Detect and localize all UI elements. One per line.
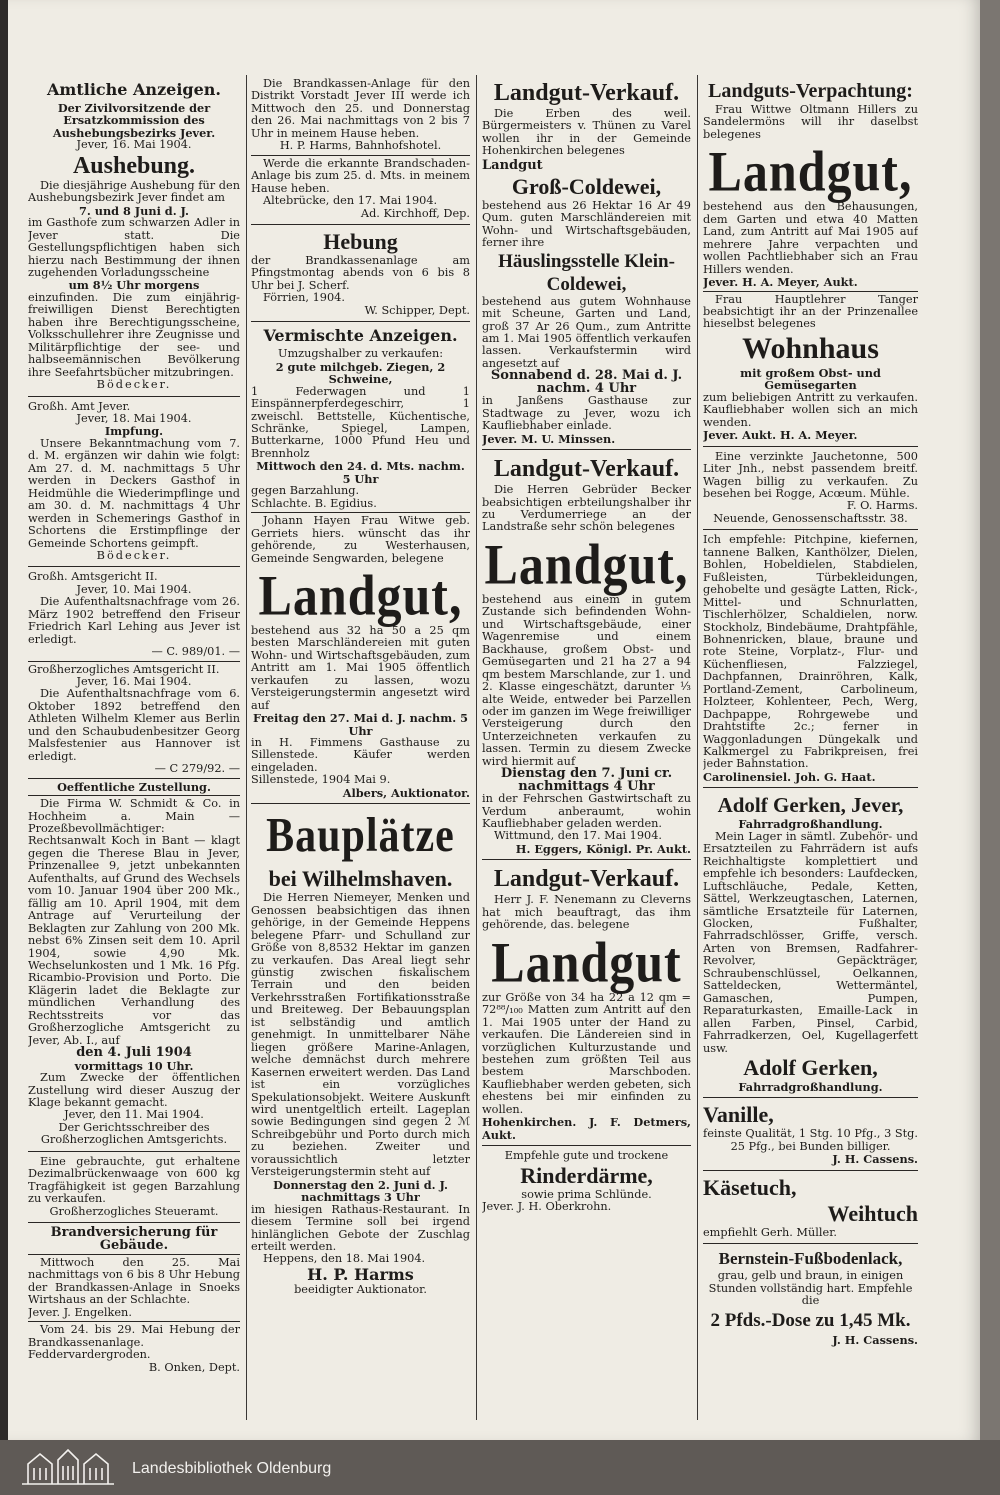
- ad-big-title: Landgut,: [708, 139, 913, 204]
- reference: — C 279/92. —: [154, 762, 240, 776]
- ad-text: in der Fehrschen Gastwirtschaft zu Verdum anberaumt, wohin Kaufliebhaber geladen werden.: [482, 792, 691, 831]
- signature: Der Gerichtsschreiber des Großherzoglichen Amtsgerichts.: [40, 1120, 228, 1147]
- notice-date: 7. und 8 Juni d. J.: [79, 203, 189, 218]
- ad-date: Freitag den 27. Mai d. J. nachm. 5 Uhr: [253, 711, 468, 738]
- signature: Jever. J. H. Oberkrohn.: [482, 1200, 612, 1214]
- column-1: [28, 78, 240, 1408]
- signature: H. Eggers, Königl. Pr. Aukt.: [515, 841, 691, 856]
- signature: W. Schipper, Dept.: [364, 303, 470, 317]
- ad-text: der Brandkassenanlage am Pfingstmontag abends von 6 bis 8 Uhr bei J. Scherf.: [251, 253, 470, 292]
- date: Jever, 10. Mai 1904.: [76, 582, 192, 596]
- signature: J. H. Cassens.: [832, 1332, 918, 1347]
- ad-title: Rinderdärme,: [520, 1162, 653, 1188]
- ad-text: Herr J. F. Nenemann zu Cleverns hat mich beauftragt, das ihm gehörende, das. belegene: [482, 893, 691, 932]
- ad-text: Eine verzinkte Jauchetonne, 500 Liter Jnh., nebst passendem breitf. Wagen billig zu verkaufen. Zu besehen bei Rogge, Acœum. Mühle.: [703, 449, 918, 500]
- signature: B. Onken, Dept.: [148, 1360, 240, 1374]
- notice-heading: Der Zivilvorsitzende der Ersatzkommission des Aushebungsbezirks Jever.: [52, 101, 216, 140]
- ad-date: Sonnabend d. 28. Mai d. J. nachm. 4 Uhr: [490, 368, 683, 396]
- page-edge: [980, 0, 1000, 1440]
- ad-title: Landguts-Verpachtung:: [708, 80, 913, 102]
- ad-text: Vom 24. bis 29. Mai Hebung der Brandkassenanlage. Feddervardergroden.: [28, 1323, 240, 1362]
- signature-role: beeidigter Auktionator.: [294, 1282, 427, 1296]
- signature: Bödecker.: [96, 548, 172, 562]
- ad-text: Werde die erkannte Brandschaden-Anlage bis zum 25. d. Mts. in meinem Hause heben.: [251, 156, 470, 195]
- ad-text: im hiesigen Rathaus-Restaurant. In diesem Termine soll bei irgend hinlänglichen Gebote der Zuschlag erteilt werden.: [251, 1202, 470, 1253]
- address: Neuende, Genossenschaftsstr. 38.: [713, 511, 908, 525]
- library-building-icon: [18, 1446, 118, 1488]
- notice-text: Die diesjährige Aushebung für den Aushebungsbezirk Jever findet am: [28, 178, 240, 205]
- date: Förrien, 1904.: [263, 291, 345, 305]
- ad-text: Die Herren Niemeyer, Menken und Genossen beabsichtigen das ihnen gehörige, in der Gemeinde Heppens belegene Pfarr- und Schulland zur Größe von 8,8532 Hektar im ganzen zu verkaufen. Das Areal liegt sehr günstig zwischen fiskalischem Terrain und den beiden Verkehrsstraßen Fortifikationsstraße und Breiteweg. Der Bebauungsplan ist selbständig und amtlich genehmigt. In unmittelbarer Nähe liegen größere Marine-Anlagen, welche demnächst durch mehrere Kasernen erweitert werden. Das Land ist ein vorzügliches Spekulationsobjekt. Weitere Auskunft wird unentgeltlich erteilt. Lageplan sowie Bedingungen sind gegen 2 ℳ Schreibgebühr und Porto durch mich zu beziehen. Zweiter und voraussichtlich letzter Versteigerungstermin steht auf: [251, 891, 470, 1179]
- ad-title: Landgut-Verkauf.: [493, 866, 680, 893]
- signature: Jever. H. A. Meyer, Aukt.: [703, 275, 858, 290]
- date: Sillenstede, 1904 Mai 9.: [251, 773, 391, 787]
- ad-price: 2 Pfds.-Dose zu 1,45 Mk.: [710, 1309, 911, 1331]
- ad-text: Ich empfehle: Pitchpine, kiefernen, tannene Balken, Kanthölzer, Dielen, Bohlen, Hobeldielen, Stabdielen, Fußleisten, Türbekleidungen, gehobelte und gesägte Latten, Rick-, Mittel- und Schnurlatten, Tischlerhölzer, Schaldielen, norw. Stockholz, Bindebäume, Drahtpfähle, Bohnenricken, blaue, braune und rote Steine, Vorplatz-, Flur- und Küchenfliesen, Falzziegel, Dachpfannen, Drainröhren, Kalk, Portland-Zement, Carbolineum, Holzteer, Kohlenteer, Pech, Werg, Dachpappe, Rohrgewebe und Drahtstifte 2c.; ferner in Waggonladungen Düngekalk und Kalkmergel zu Fabrikpreisen, frei jeder Bahnstation.: [703, 533, 918, 771]
- column-rule: [476, 75, 477, 1420]
- notice-text: Die Firma W. Schmidt & Co. in Hochheim a. Main — Prozeßbevollmächtiger: Rechtsanwalt Koch in Bant — klagt gegen die Therese Blau in Jever, Prinzenallee 9, jetzt unbekannten Aufenthalts, auf Grund des Wechsels vom 10. Januar 1904 über 200 Mk., fällig am 10. April 1904, mit dem Antrage auf Verurteilung der Beklagten zur Zahlung von 200 Mk. nebst 6% Zinsen seit dem 10. April 1904, sowie 4,90 Mk. Wechselunkosten und 1 Mk. 16 Pfg. Ricambio-Provision und Porto. Die Klägerin ladet die Beklagte zur mündlichen Verhandlung des Rechtsstreits vor das Großherzogliche Amtsgericht zu Jever, Ab. I., auf: [28, 797, 240, 1047]
- ad-text: zur Größe von 34 ha 22 a 12 qm = 72⁸⁸/₁₀₀ Matten zum Antritt auf den 1. Mai 1905 unter der Hand zu verkaufen. Die Ländereien sind in vorzüglichen Kulturzustande und bestehen zum größten Teil aus bestem Marschboden. Kaufliebhaber werden gebeten, sich ehestens bei mir einfinden zu wollen.: [482, 990, 691, 1116]
- ad-text: bestehend aus den Behausungen, dem Garten und etwa 40 Matten Land, zum Antritt auf Mai 1905 auf mehrere Jahre verpachten und wollen Pachtliebhaber sich an Frau Hillers wenden.: [703, 200, 918, 276]
- ad-text: sowie prima Schlünde.: [521, 1187, 652, 1201]
- ad-big-title: Bauplätze: [266, 809, 455, 863]
- library-name: Landesbibliothek Oldenburg: [132, 1460, 332, 1477]
- ad-big-title: Landgut,: [484, 531, 689, 597]
- office-name: Großherzogliches Amtsgericht II.: [28, 662, 220, 676]
- ad-text: bestehend aus einem in gutem Zustande sich befindenden Wohn- und Wirtschaftsgebäude, einer Wagenremise und einem Backhause, großem Obst- und Gemüsegarten und 21 ha 27 a 94 qm bestem Marschlande, zur 1. und 2. Klasse eingeschätzt, darunter ⅓ alte Weide, entweder bei Parzellen oder im ganzen im Wege freiwilliger Versteigerung durch den Unterzeichneten verkaufen zu lassen. Termin zu diesem Zwecke wird hiermit auf: [482, 592, 691, 768]
- column-2: [251, 78, 470, 1408]
- notice-text: einzufinden. Die zum einjährig-freiwilligen Dienst Berechtigten haben ihre Berechtigungsscheine, Volksschullehrer ihre Zeugnisse und Militärpflichtige der see- und halbseemännischen Bevölkerung ihre Seefahrtsbücher mitzubringen.: [28, 290, 240, 379]
- notice-text: im Gasthofe zum schwarzen Adler in Jever statt. Die Gestellungspflichtigen haben sich hierzu nach Bestimmung der ihnen zugehenden Vorladungsscheine: [28, 216, 240, 279]
- ad-text: feinste Qualität, 1 Stg. 10 Pfg., 3 Stg. 25 Pfg., bei Bunden billiger.: [703, 1127, 918, 1153]
- ad-text: in H. Fimmens Gasthause zu Sillenstede. Käufer werden eingeladen.: [251, 736, 470, 774]
- ad-text: Die Brandkassen-Anlage für den Distrikt Vorstadt Jever III werde ich Mittwoch den 25. und Donnerstag den 26. Mai nachmittags von 2 bis 7 Uhr in meinem Hause heben.: [251, 78, 470, 140]
- ad-text: Frau Wittwe Oltmann Hillers zu Sandelermöns will ihr daselbst belegenes: [703, 103, 918, 141]
- ad-title: Adolf Gerken, Jever,: [717, 793, 904, 818]
- ad-title: Adolf Gerken,: [743, 1055, 878, 1080]
- ad-text: bestehend aus 26 Hektar 16 Ar 49 Qum. guten Marschländereien mit Wohn- und Wirtschaftsgebäuden, ferner ihre: [482, 198, 691, 250]
- notice-title: Oeffentliche Zustellung.: [57, 779, 211, 794]
- reference: — C. 989/01. —: [151, 645, 240, 659]
- notice-title: Impfung.: [104, 424, 164, 439]
- signature: Bödecker.: [96, 378, 172, 392]
- ad-text: gegen Barzahlung.: [251, 484, 360, 498]
- ad-subtitle: Fahrradgroßhandlung.: [738, 817, 883, 832]
- signature: Jever. J. Engelken.: [28, 1305, 132, 1319]
- ad-title: Landgut-Verkauf.: [493, 456, 680, 483]
- ad-text: 1 Federwagen und 1 Einspännerpferdegeschirr, 1 zweischl. Bettstelle, Küchentische, Schränke, Spiegel, Lampen, Butterkarne, 1000 Pfund Heu und Brennholz: [251, 384, 470, 460]
- signature: Hohenkirchen. J. F. Detmers, Aukt.: [482, 1115, 691, 1142]
- office-name: Großh. Amt Jever.: [28, 399, 131, 413]
- column-rule: [697, 75, 698, 1420]
- signature: Großherzogliches Steueramt.: [49, 1204, 219, 1218]
- ad-date: Donnerstag den 2. Juni d. J. nachmittags 3 Uhr: [273, 1177, 448, 1205]
- ad-name: Häuslingsstelle Klein-Coldewei,: [498, 250, 675, 295]
- ad-subtitle: Landgut: [482, 157, 543, 173]
- signature: H. P. Harms, Bahnhofshotel.: [279, 139, 442, 153]
- signature: Albers, Auktionator.: [342, 785, 470, 800]
- date: Heppens, den 18. Mai 1904.: [263, 1252, 426, 1266]
- column-rule: [246, 75, 247, 1420]
- library-footer: [0, 1440, 1000, 1495]
- ad-text: grau, gelb und braun, in einigen Stunden vollständig hart. Empfehle die: [708, 1269, 913, 1308]
- ad-big-title: Landgut: [491, 929, 682, 994]
- ad-title: Weihtuch: [827, 1200, 918, 1226]
- date: Jever, den 11. Mai 1904.: [64, 1108, 204, 1122]
- ad-text: Mein Lager in sämtl. Zubehör- und Ersatzteilen zu Fahrrädern ist aufs Reichhaltigste komplettiert und empfehle ich besonders: Laufdecken, Luftschläuche, Pedale, Ketten, Sättel, Werkzeugtaschen, Laternen, sämtliche Ersatzteile für Laternen, Glocken, Fußhalter, Fahrradschlösser, Griffe, versch. Arten von Bremsen, Radfahrer-Revolver, Gepäckträger, Schraubenschlüssel, Oelkannen, Satteldecken, Wettermäntel, Gamaschen, Pumpen, Reparaturkasten, Emaille-Lack in allen Farben, Pinsel, Carbid, Fahrradkerzen, Oel, Kugellagerfett usw.: [703, 829, 918, 1055]
- ad-title: Käsetuch,: [703, 1174, 797, 1200]
- date: Jever, 18. Mai 1904.: [76, 411, 192, 425]
- ad-text: Mittwoch den 25. Mai nachmittags von 6 bis 8 Uhr Hebung der Brandkassen-Anlage in Snoeks Wirtshaus an der Schlachte.: [28, 1255, 240, 1307]
- notice-title: Aushebung.: [72, 152, 196, 179]
- ad-text: Umzugshalber zu verkaufen:: [277, 347, 444, 361]
- signature: Ad. Kirchhoff, Dep.: [360, 206, 470, 220]
- signature: Jever. M. U. Minssen.: [482, 431, 616, 446]
- signature: J. H. Cassens.: [832, 1152, 918, 1167]
- ad-text: in Janßens Gasthause zur Stadtwage zu Jever, wozu ich Kaufliebhaber einlade.: [482, 394, 691, 433]
- ad-name: Groß-Coldewei,: [511, 173, 662, 199]
- notice-time: um 8½ Uhr morgens: [68, 278, 200, 293]
- ad-text: Johann Hayen Frau Witwe geb. Gerriets hiers. wünscht das ihr gehörende, zu Westerhausen, Gemeinde Sengwarden, belegene: [251, 514, 470, 565]
- notice-time: vormittags 10 Uhr.: [74, 1058, 194, 1073]
- section-title: Vermischte Anzeigen.: [263, 326, 458, 346]
- section-title: Amtliche Anzeigen.: [47, 80, 221, 99]
- ad-subtitle: mit großem Obst- und Gemüsegarten: [740, 365, 881, 393]
- ad-subtitle: Fahrradgroßhandlung.: [738, 1080, 883, 1094]
- newspaper-page: [8, 0, 980, 1440]
- ad-subtitle: bei Wilhelmshaven.: [268, 866, 453, 892]
- column-3: [482, 78, 691, 1408]
- ad-date: Dienstag den 7. Juni cr. nachmittags 4 Uhr: [500, 766, 673, 794]
- ad-text: Empfehle gute und trockene: [504, 1149, 669, 1163]
- ad-date: Mittwoch den 24. d. Mts. nachm. 5 Uhr: [256, 459, 465, 486]
- signature: Carolinensiel. Joh. G. Haat.: [703, 769, 876, 784]
- date: Altebrücke, den 17. Mai 1904.: [263, 194, 438, 208]
- signature: Schlachte. B. Egidius.: [251, 496, 377, 510]
- notice-text: Die Aufenthaltsnachfrage vom 6. Oktober 1892 betreffend den Athleten Wilhelm Klemer aus Berlin und den Schaubudenbesitzer Georg Malsfestenier aus Hannover ist erledigt.: [28, 687, 240, 763]
- office-name: Großh. Amtsgericht II.: [28, 570, 158, 584]
- date: Jever, 16. Mai 1904.: [76, 138, 192, 152]
- ad-text: bestehend aus gutem Wohnhause mit Scheune, Garten und Land, groß 37 Ar 26 Qum., zum Antritte am 1. Mai 1905 öffentlich verkaufen lassen. Verkaufstermin wird angesetzt auf: [482, 294, 691, 370]
- ad-title: Landgut-Verkauf.: [493, 80, 680, 106]
- ad-text: Frau Hauptlehrer Tanger beabsichtigt ihr an der Prinzenallee hieselbst belegenes: [703, 292, 918, 331]
- notice-text: Die Aufenthaltsnachfrage vom 26. März 1902 betreffend den Friseur Friedrich Karl Lehing aus Jever ist erledigt.: [28, 595, 240, 646]
- ad-text: Die Herren Gebrüder Becker beabsichtigen erbteilungshalber ihr zu Verdumerriege an der Landstraße sehr schön belegenes: [482, 483, 691, 534]
- notice-date: den 4. Juli 1904: [76, 1045, 192, 1061]
- ad-title: Bernstein-Fußbodenlack,: [718, 1249, 903, 1269]
- ad-text: bestehend aus 32 ha 50 a 25 qm besten Marschländereien mit guten Wohn- und Wirtschaftsgebäuden, zum Antritt am 1. Mai 1905 öffentlich verkaufen zu lassen, wozu Versteigerungstermin angesetzt wird auf: [251, 623, 470, 712]
- ad-text: Die Erben des weil. Bürgermeisters v. Thünen zu Varel wollen ihr in der Gemeinde Hohenkirchen belegenes: [482, 107, 691, 158]
- ad-title: Hebung: [323, 228, 398, 254]
- date: Wittmund, den 17. Mai 1904.: [494, 829, 662, 843]
- notice-text: Unsere Bekanntmachung vom 7. d. M. ergänzen wir dahin wie folgt: Am 27. d. M. nachmittags 5 Uhr werden in Deckers Gasthof in Heidmühle die Wiederimpflinge und am 30. d. M. nachmittags 4 Uhr werden in Schemerings Gasthof in Schortens die Erstimpflinge der Gemeinde Schortens geimpft.: [28, 436, 240, 550]
- ad-big-title: Landgut,: [258, 562, 463, 628]
- signature: F. O. Harms.: [846, 499, 918, 513]
- ad-title: Brandversicherung für Gebäude.: [50, 1225, 218, 1253]
- column-4: [703, 78, 918, 1408]
- ad-text: zum beliebigen Antritt zu verkaufen. Kaufliebhaber wollen sich an mich wenden.: [703, 390, 918, 429]
- notice-text: Zum Zwecke der öffentlichen Zustellung wird dieser Auszug der Klage bekannt gemacht.: [28, 1071, 240, 1109]
- ad-highlight: 2 gute milchgeb. Ziegen, 2 Schweine,: [275, 359, 446, 387]
- book-spine: [0, 0, 8, 1440]
- signature: empfiehlt Gerh. Müller.: [703, 1225, 837, 1239]
- ad-text: Eine gebrauchte, gut erhaltene Dezimalbrückenwaage von 600 kg Tragfähigkeit ist gegen Barzahlung zu verkaufen.: [28, 1154, 240, 1206]
- ad-title: Vanille,: [703, 1102, 774, 1128]
- signature: Jever. Aukt. H. A. Meyer.: [703, 428, 858, 443]
- date: Jever, 16. Mai 1904.: [76, 675, 192, 689]
- signature: H. P. Harms: [307, 1264, 414, 1284]
- ad-big-title: Wohnhaus: [742, 331, 879, 365]
